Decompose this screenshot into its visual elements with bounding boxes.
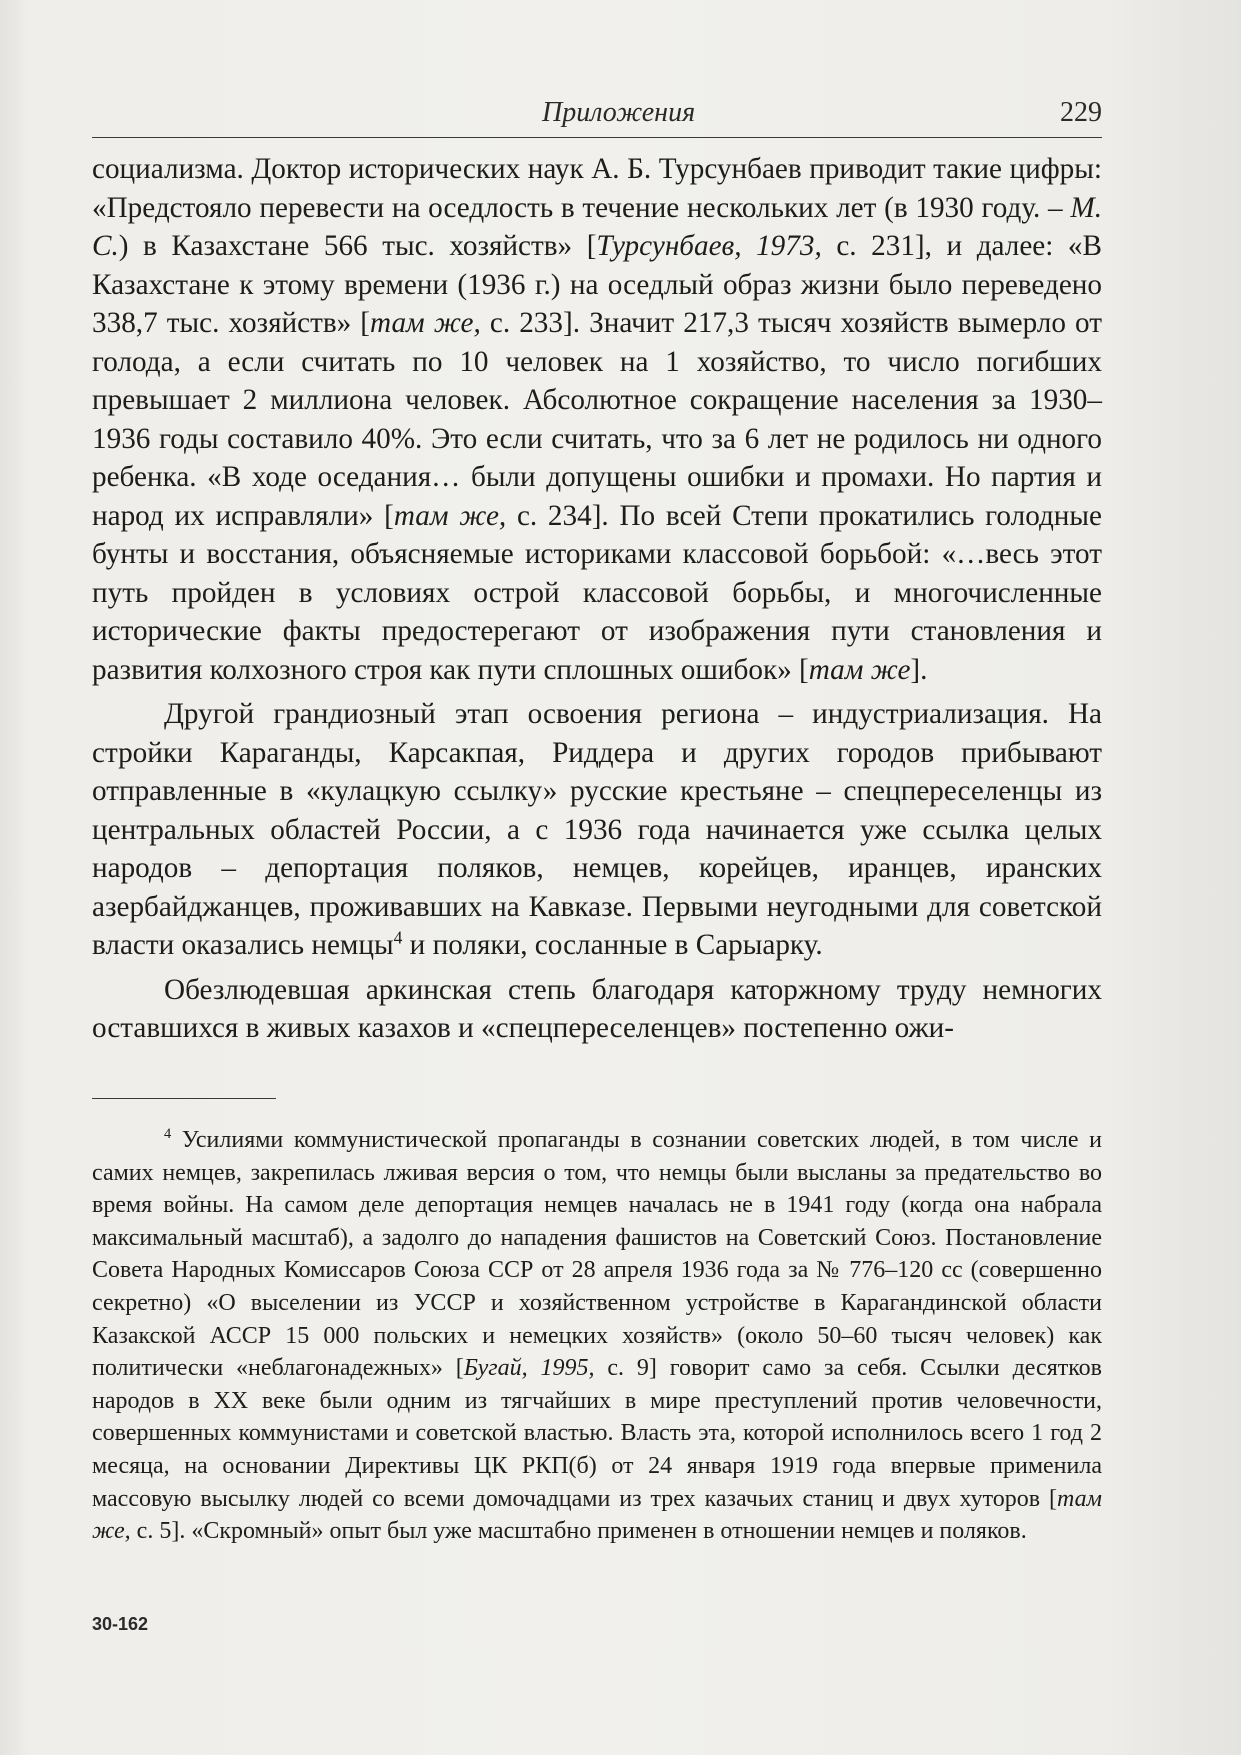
footnote-marker: 4 bbox=[164, 1126, 172, 1142]
page-header bbox=[92, 97, 1102, 138]
footnote-section bbox=[92, 1124, 1102, 1548]
paragraph-3: Обезлюдевшая аркинская степь благодаря каторжному труду немногих оставшихся в живых казахов и «спецпереселенцев» постепенно ожи- bbox=[92, 973, 1102, 1044]
footnote-4: $^4$ Усилиями коммунистической пропаганды в сознании советских людей, в том числе и самих немцев, закрепилась лживая версия о том, что немцы были высланы за предательство во время войны. На самом деле депортация немцев началась не в 1941 году (когда она набрала максимальный масштаб), а задолго до нападения фашистов на Советский Союз. Постановление Совета Народных Комиссаров Союза ССР от 28 апреля 1936 года за № 776–120 сс (совершенно секретно) «О выселении из УССР и хозяйственном устройстве в Карагандинской области Казакской АССР 15 000 польских и немецких хозяйств» (около 50–60 тысяч человек) как политически «неблагонадежных» [Бугай, 1995, с. 9] говорит само за себя. Ссылки десятков народов в XX веке были одним из тягчайших в мире преступлений против человечности, совершенных коммунистами и советской властью. Власть эта, которой исполнилось всего 1 год 2 месяца, на основании Директивы ЦК РКП(б) от 24 января 1919 года впервые применила массовую высылку людей со всеми домочадцами из трех казачьих станиц и двух хуторов [там же, с. 5]. «Скромный» опыт был уже масштабно применен в отношении немцев и поляков. bbox=[92, 1126, 1102, 1545]
footnote-reference: 4 bbox=[393, 927, 403, 948]
paragraph-1: социализма. Доктор исторических наук А. Б. Турсунбаев приводит такие цифры: «Предстояло перевести на оседлость в течение нескольких лет (в 1930 году. – М. С.) в Казахстане 566 тыс. хозяйств» [Турсунбаев, 1973, с. 231], и далее: «В Казахстане к этому времени (1936 г.) на оседлый образ жизни было переведено 338,7 тыс. хозяйств» [там же, с. 233]. Значит 217,3 тысяч хозяйств вымерло от голода, а если считать по 10 человек на 1 хозяйство, то число погибших превышает 2 миллиона человек. Абсолютное сокращение населения за 1930–1936 годы составило 40%. Это если считать, что за 6 лет не родилось ни одного ребенка. «В ходе оседания… были допущены ошибки и промахи. Но партия и народ их исправляли» [там же, с. 234]. По всей Степи прокатились голодные бунты и восстания, объясняемые историками классовой борьбой: «…весь этот путь пройден в условиях острой классовой борьбы, и многочисленные исторические факты предостерегают от изображения пути становления и развития колхозного строя как пути сплошных ошибок» [там же]. bbox=[92, 153, 1102, 686]
running-title: Приложения bbox=[542, 97, 696, 128]
page-number: 229 bbox=[1060, 97, 1102, 128]
footnote-divider bbox=[92, 1098, 276, 1099]
paragraph-2: Другой грандиозный этап освоения региона – индустриализация. На стройки Караганды, Карсакпая, Риддера и других городов прибывают отправленные в «кулацкую ссылку» русские крестьяне – спецпереселенцы из центральных областей России, а с 1936 года начинается уже ссылка целых народов – депортация поляков, немцев, корейцев, иранцев, иранских азербайджанцев, проживавших на Кавказе. Первыми неугодными для советской власти оказались немцы$^4$ и поляки, сосланные в Сарыарку. bbox=[92, 698, 1102, 961]
main-text bbox=[92, 150, 1102, 1048]
printer-signature: 30-162 bbox=[92, 1614, 149, 1634]
